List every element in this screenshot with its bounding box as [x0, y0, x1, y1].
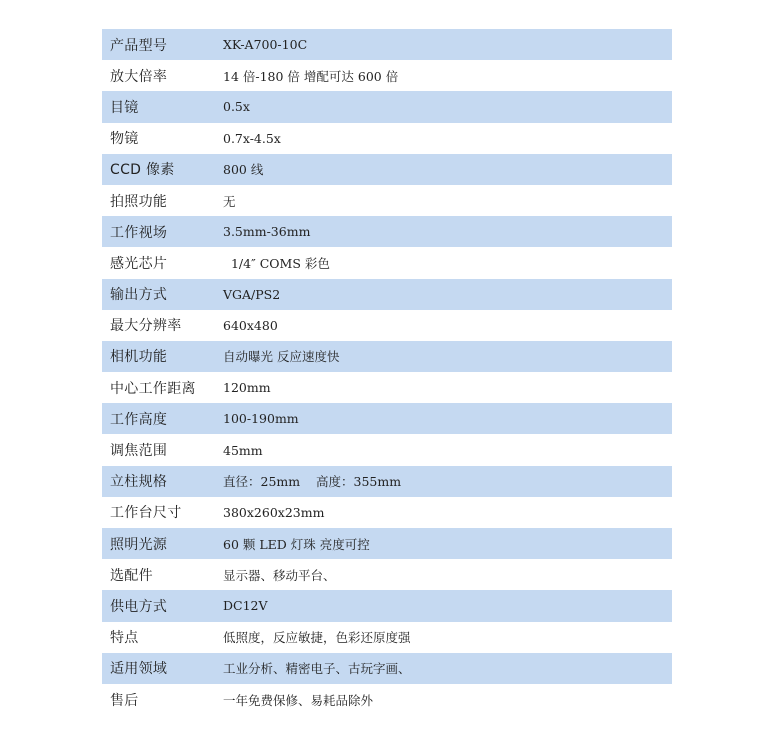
spec-label: 选配件: [110, 567, 153, 584]
spec-row-magnification: [102, 60, 672, 91]
spec-row-working-distance: [102, 372, 672, 403]
spec-row-working-height: [102, 403, 672, 434]
spec-row-field-of-view: [102, 216, 672, 247]
spec-label: 拍照功能: [110, 193, 168, 210]
spec-value: 无: [223, 193, 236, 209]
spec-label: CCD 像素: [102, 154, 217, 185]
spec-value: 1/4″ COMS 彩色: [223, 255, 330, 271]
spec-row-focus-range: [102, 434, 672, 465]
spec-row-sensor: [102, 247, 672, 278]
spec-value: 380x260x23mm: [223, 504, 325, 520]
spec-label: 照明光源: [102, 528, 217, 559]
spec-row-pillar: [102, 466, 672, 497]
spec-value: 100-190mm: [217, 403, 672, 434]
spec-value: 低照度，反应敏捷，色彩还原度强: [223, 630, 411, 646]
spec-label: 物镜: [110, 131, 139, 148]
spec-value: 0.7x-4.5x: [223, 130, 281, 146]
spec-row-power: [102, 590, 672, 621]
spec-row-ccd-pixels: [102, 154, 672, 185]
spec-row-model: [102, 29, 672, 60]
spec-row-features: [102, 622, 672, 653]
spec-table-body: [102, 29, 672, 715]
spec-value: 60 颗 LED 灯珠 亮度可控: [217, 528, 672, 559]
spec-value: 800 线: [217, 154, 672, 185]
spec-value: 120mm: [223, 380, 271, 396]
spec-label: 工作台尺寸: [110, 505, 182, 522]
spec-value: 640x480: [223, 317, 278, 333]
spec-label: 感光芯片: [110, 255, 168, 272]
spec-row-output: [102, 279, 672, 310]
spec-row-photo-function: [102, 185, 672, 216]
spec-value: 工业分析、精密电子、古玩字画、: [217, 653, 672, 684]
spec-label: 立柱规格: [102, 466, 217, 497]
spec-value: DC12V: [217, 590, 672, 621]
spec-row-light-source: [102, 528, 672, 559]
spec-row-eyepiece: [102, 91, 672, 122]
spec-label: 工作高度: [102, 403, 217, 434]
spec-row-applications: [102, 653, 672, 684]
spec-label: 放大倍率: [110, 68, 168, 85]
spec-row-max-resolution: [102, 310, 672, 341]
spec-row-objective: [102, 123, 672, 154]
spec-value: 3.5mm-36mm: [217, 216, 672, 247]
spec-label: 输出方式: [102, 279, 217, 310]
spec-value: 一年免费保修、易耗品除外: [223, 692, 374, 708]
spec-row-after-sales: [102, 684, 672, 715]
spec-row-stage-size: [102, 497, 672, 528]
spec-label: 中心工作距离: [110, 380, 196, 397]
spec-label: 相机功能: [102, 341, 217, 372]
spec-label: 适用领域: [102, 653, 217, 684]
spec-value: 显示器、移动平台、: [223, 567, 336, 583]
spec-label: 特点: [110, 630, 139, 647]
spec-value: 直径：25mm 高度：355mm: [217, 466, 672, 497]
spec-value: 0.5x: [217, 91, 672, 122]
spec-table: [102, 29, 672, 715]
spec-label: 目镜: [102, 91, 217, 122]
spec-label: 最大分辨率: [110, 318, 182, 335]
spec-value: 45mm: [223, 442, 263, 458]
spec-label: 产品型号: [102, 29, 217, 60]
spec-label: 供电方式: [102, 590, 217, 621]
spec-row-accessories: [102, 559, 672, 590]
spec-value: VGA/PS2: [217, 279, 672, 310]
spec-label: 工作视场: [102, 216, 217, 247]
spec-label: 调焦范围: [110, 443, 168, 460]
spec-value: 14 倍-180 倍 增配可达 600 倍: [223, 68, 399, 84]
spec-value: 自动曝光 反应速度快: [217, 341, 672, 372]
spec-row-camera-function: [102, 341, 672, 372]
spec-value: XK-A700-10C: [217, 29, 672, 60]
spec-label: 售后: [110, 692, 139, 709]
